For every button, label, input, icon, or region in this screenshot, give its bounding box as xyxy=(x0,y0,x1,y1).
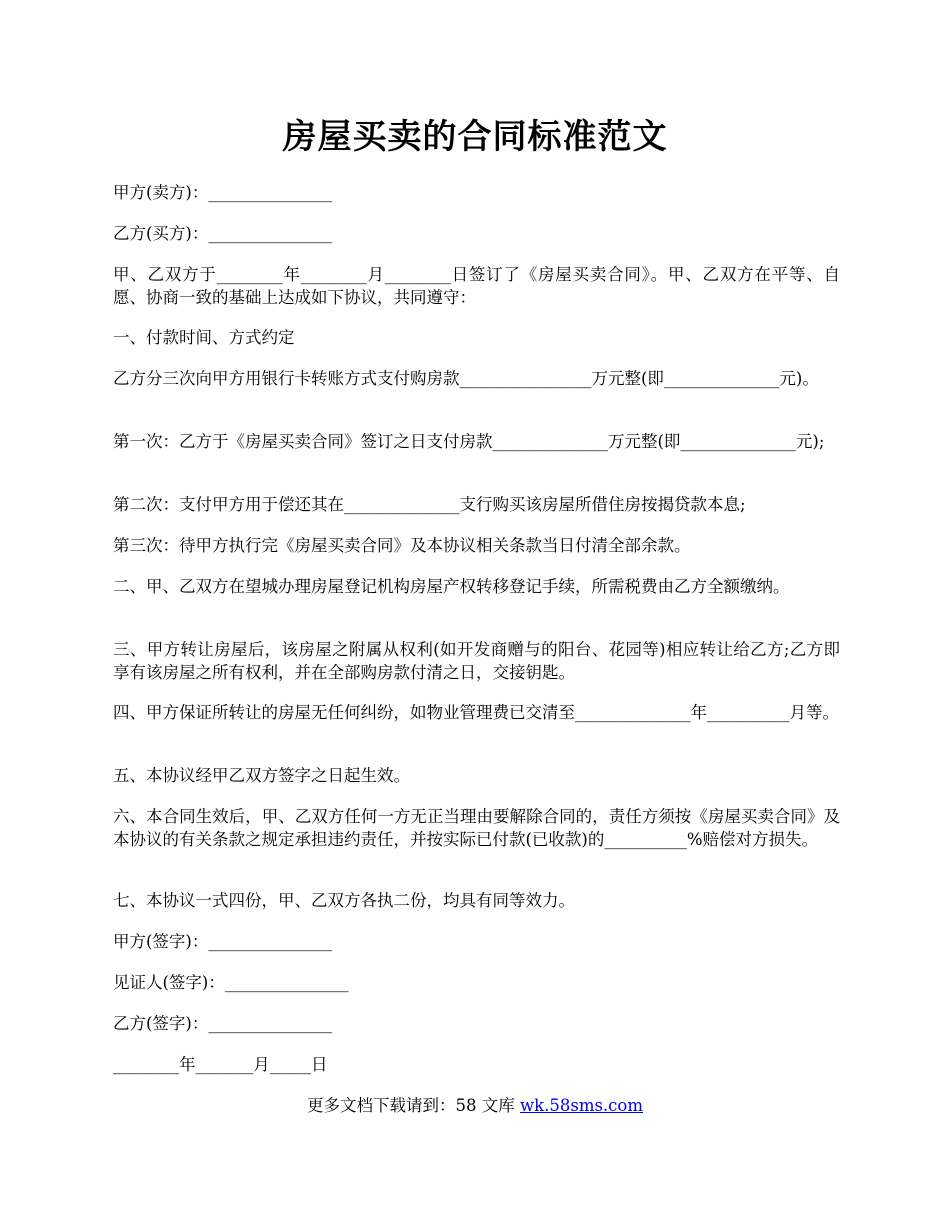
witness-signature-line: 见证人(签字)：_______________ xyxy=(113,973,349,992)
payment-first: 第一次：乙方于《房屋买卖合同》签订之日支付房款______________万元整(即______________元); xyxy=(113,432,825,451)
payment-overview: 乙方分三次向甲方用银行卡转账方式支付购房款________________万元整(即______________元)。 xyxy=(113,369,819,388)
footer-link[interactable]: wk.58sms.com xyxy=(519,1096,643,1115)
clause-6: 六、本合同生效后，甲、乙双方任何一方无正当理由要解除合同的，责任方须按《房屋买卖合同》及本协议的有关条款之规定承担违约责任，并按实际已付款(已收款)的__________%赔偿对方损失。 xyxy=(113,807,840,849)
intro-paragraph: 甲、乙双方于________年________月________日签订了《房屋买卖合同》。甲、乙双方在平等、自愿、协商一致的基础上达成如下协议，共同遵守： xyxy=(113,265,840,307)
download-footer xyxy=(0,1094,950,1118)
buyer-signature-line: 乙方(签字)：_______________ xyxy=(113,1014,333,1033)
buyer-line: 乙方(买方)：_______________ xyxy=(113,224,333,243)
clause-5: 五、本协议经甲乙双方签字之日起生效。 xyxy=(113,766,410,785)
clause-3: 三、甲方转让房屋后，该房屋之附属从权利(如开发商赠与的阳台、花园等)相应转让给乙方;乙方即享有该房屋之所有权利，并在全部购房款付清之日，交接钥匙。 xyxy=(113,640,840,682)
section-1-heading: 一、付款时间、方式约定 xyxy=(113,328,295,347)
document-title: 房屋买卖的合同标准范文 xyxy=(282,117,668,157)
clause-7: 七、本协议一式四份，甲、乙双方各执二份，均具有同等效力。 xyxy=(113,891,575,910)
date-line: ________年_______月_____日 xyxy=(113,1055,328,1074)
clause-2: 二、甲、乙双方在望城办理房屋登记机构房屋产权转移登记手续，所需税费由乙方全额缴纳。 xyxy=(113,577,790,596)
payment-second: 第二次：支付甲方用于偿还其在______________支行购买该房屋所借住房按揭贷款本息; xyxy=(113,495,746,514)
payment-third: 第三次：待甲方执行完《房屋买卖合同》及本协议相关条款当日付清全部余款。 xyxy=(113,536,691,555)
seller-line: 甲方(卖方)：_______________ xyxy=(113,183,333,202)
seller-signature-line: 甲方(签字)：_______________ xyxy=(113,932,333,951)
footer-text: 更多文档下载请到：58 文库 xyxy=(306,1096,520,1115)
clause-4: 四、甲方保证所转让的房屋无任何纠纷，如物业管理费已交清至______________年__________月等。 xyxy=(113,703,839,722)
